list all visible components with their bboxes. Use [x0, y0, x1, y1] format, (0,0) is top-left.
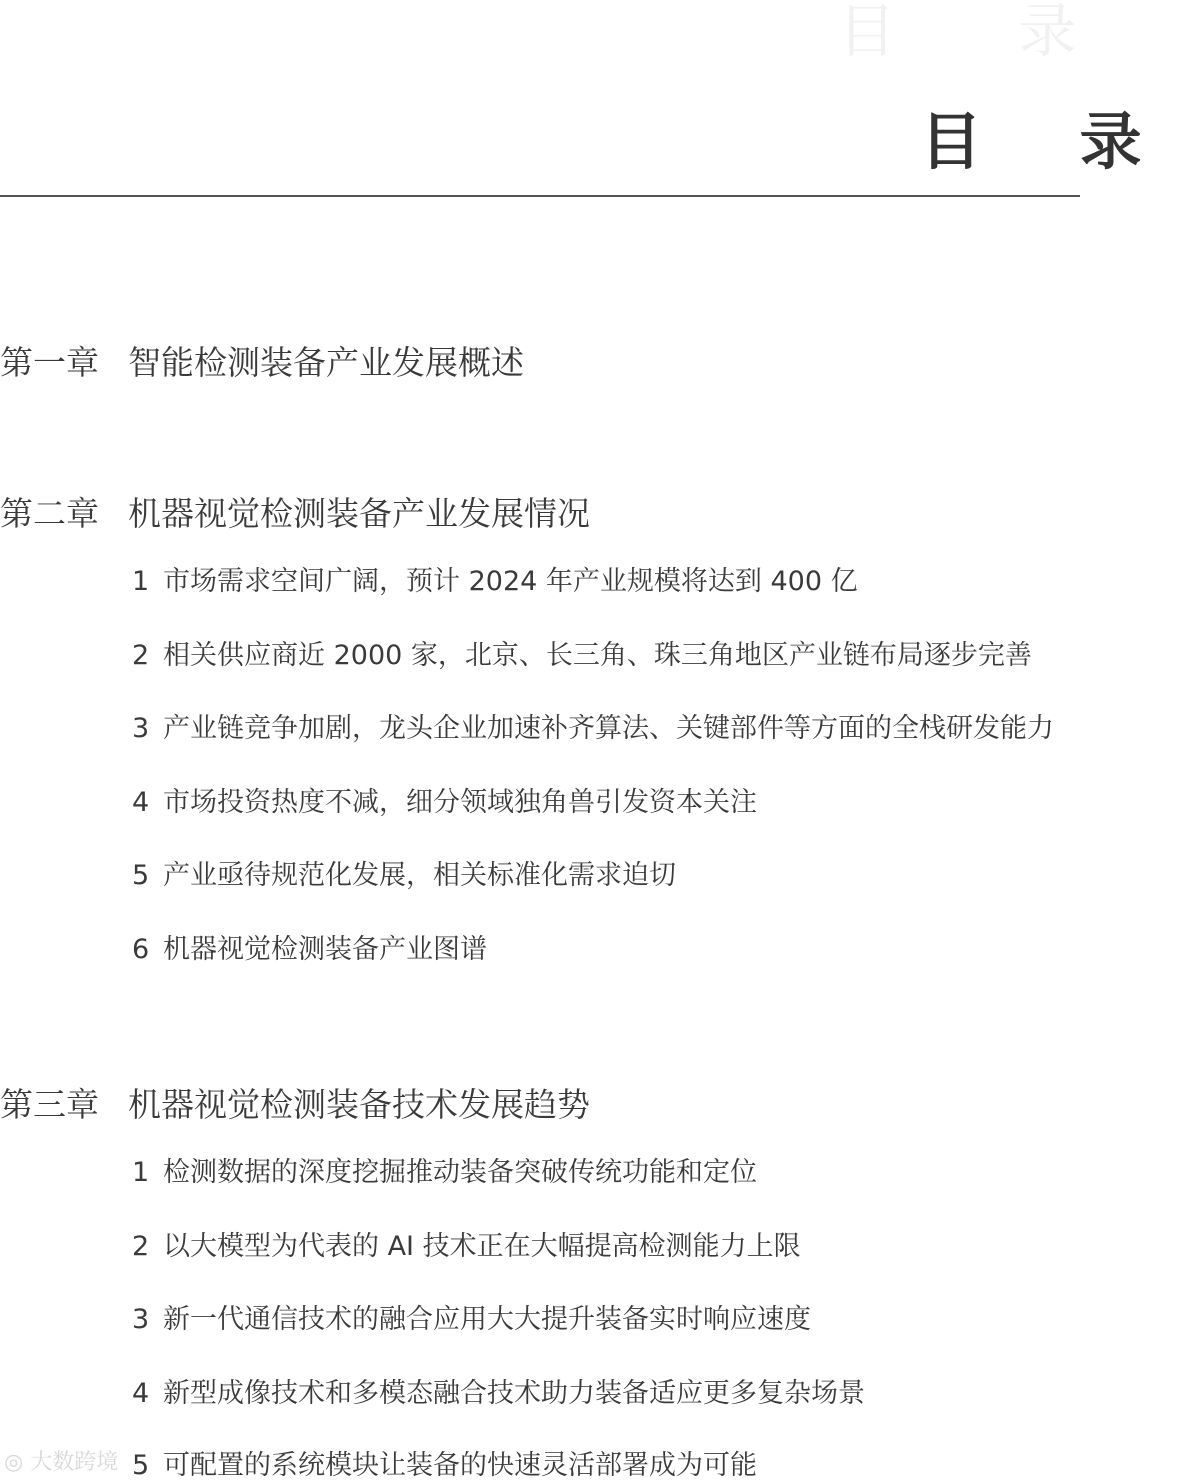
- entry-title: 产业链竞争加剧，龙头企业加速补齐算法、关键部件等方面的全栈研发能力: [163, 713, 1054, 744]
- watermark-title: 目 录: [838, 0, 1129, 65]
- entry-number: 1: [132, 1157, 150, 1188]
- title-divider: [0, 195, 1080, 197]
- toc-chapter-1[interactable]: [0, 343, 524, 383]
- chapter-label: 第二章: [0, 494, 99, 533]
- chapter-title: 智能检测装备产业发展概述: [128, 343, 524, 382]
- toc-entry-2-6[interactable]: [132, 933, 487, 967]
- entry-title: 检测数据的深度挖掘推动装备突破传统功能和定位: [163, 1157, 757, 1188]
- entry-title: 市场需求空间广阔，预计 2024 年产业规模将达到 400 亿: [163, 566, 858, 597]
- entry-title: 产业亟待规范化发展，相关标准化需求迫切: [163, 860, 676, 891]
- toc-chapter-2[interactable]: [0, 494, 590, 534]
- page-title: 目 录: [920, 105, 1180, 178]
- toc-entry-3-5[interactable]: [132, 1449, 757, 1483]
- entry-title: 新型成像技术和多模态融合技术助力装备适应更多复杂场景: [163, 1378, 865, 1409]
- entry-number: 5: [132, 1450, 150, 1481]
- entry-number: 4: [132, 787, 150, 818]
- entry-number: 1: [132, 566, 150, 597]
- toc-entry-3-4[interactable]: [132, 1377, 865, 1411]
- entry-title: 以大模型为代表的 AI 技术正在大幅提高检测能力上限: [163, 1231, 801, 1262]
- toc-entry-2-5[interactable]: [132, 859, 676, 893]
- toc-entry-2-4[interactable]: [132, 786, 757, 820]
- entry-title: 新一代通信技术的融合应用大大提升装备实时响应速度: [163, 1304, 811, 1335]
- chapter-label: 第一章: [0, 343, 99, 382]
- entry-number: 4: [132, 1378, 150, 1409]
- toc-entry-3-3[interactable]: [132, 1303, 811, 1337]
- toc-entry-2-2[interactable]: [132, 639, 1032, 673]
- entry-number: 3: [132, 1304, 150, 1335]
- logo-text: 大数跨境: [30, 1450, 119, 1475]
- toc-entry-3-1[interactable]: [132, 1156, 757, 1190]
- brand-logo-watermark: [4, 1448, 118, 1478]
- logo-icon: ◎: [4, 1450, 24, 1475]
- entry-title: 可配置的系统模块让装备的快速灵活部署成为可能: [163, 1450, 757, 1481]
- entry-number: 2: [132, 1231, 150, 1262]
- toc-entry-2-3[interactable]: [132, 712, 1054, 746]
- entry-number: 6: [132, 934, 150, 965]
- toc-entry-2-1[interactable]: [132, 565, 858, 599]
- entry-title: 市场投资热度不减，细分领域独角兽引发资本关注: [163, 787, 757, 818]
- entry-title: 相关供应商近 2000 家，北京、长三角、珠三角地区产业链布局逐步完善: [163, 640, 1032, 671]
- chapter-title: 机器视觉检测装备技术发展趋势: [128, 1085, 590, 1124]
- chapter-label: 第三章: [0, 1085, 99, 1124]
- toc-chapter-3[interactable]: [0, 1085, 590, 1125]
- entry-title: 机器视觉检测装备产业图谱: [163, 934, 487, 965]
- chapter-title: 机器视觉检测装备产业发展情况: [128, 494, 590, 533]
- entry-number: 2: [132, 640, 150, 671]
- entry-number: 5: [132, 860, 150, 891]
- toc-entry-3-2[interactable]: [132, 1230, 801, 1264]
- entry-number: 3: [132, 713, 150, 744]
